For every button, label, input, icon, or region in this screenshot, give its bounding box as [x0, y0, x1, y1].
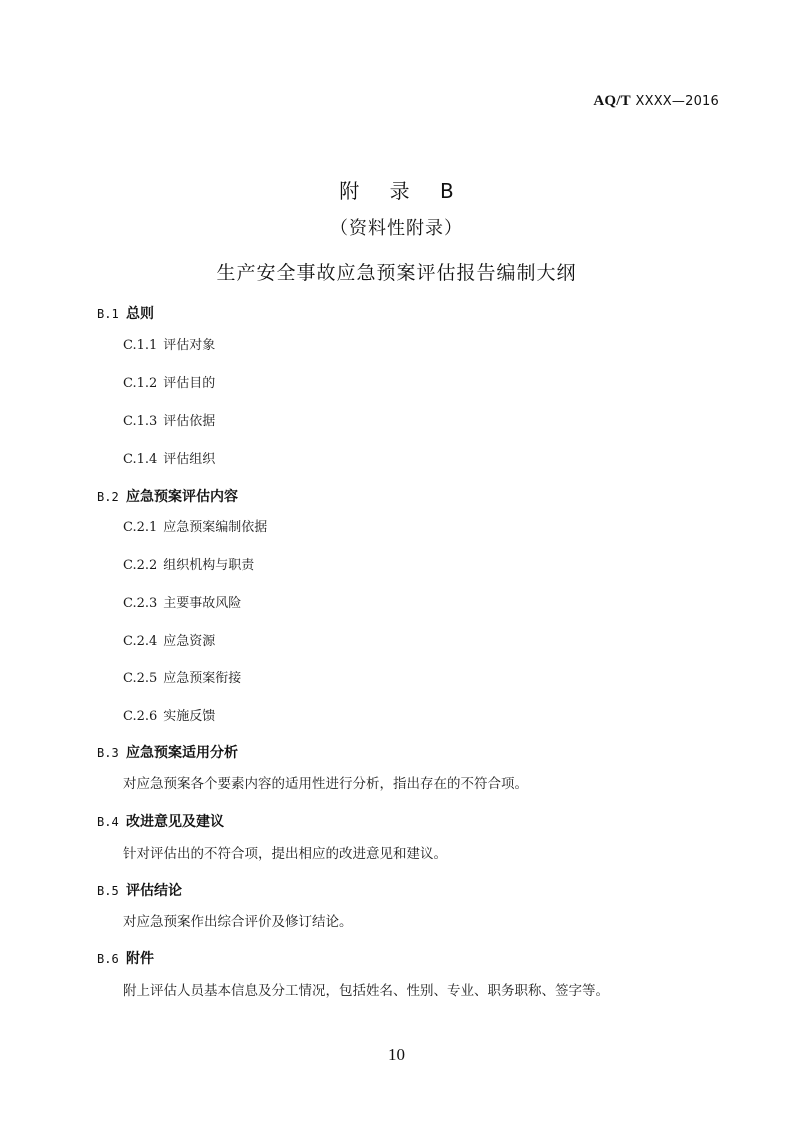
section-number: B.4 [97, 815, 119, 829]
section-heading-b6 [97, 948, 154, 968]
subsection-item [123, 667, 241, 686]
subsection-number: C.1.3 [123, 414, 158, 429]
subsection-label: 应急资源 [163, 634, 216, 649]
subsection-number: C.2.2 [123, 558, 158, 573]
section-heading-b4 [97, 811, 224, 831]
section-heading-b5 [97, 880, 182, 900]
subsection-label: 主要事故风险 [163, 596, 242, 611]
subsection-item [123, 592, 241, 611]
section-paragraph: 针对评估出的不符合项，提出相应的改进意见和建议。 [123, 846, 447, 862]
document-code-number: XXXX—2016 [635, 94, 719, 109]
subsection-item [123, 372, 215, 391]
subsection-number: C.1.4 [123, 452, 158, 467]
subsection-number: C.1.1 [123, 338, 158, 353]
subsection-number: C.2.3 [123, 596, 158, 611]
section-heading-b2 [97, 486, 238, 506]
subsection-number: C.2.5 [123, 671, 158, 686]
document-code [593, 93, 719, 110]
section-title: 应急预案评估内容 [126, 489, 238, 505]
section-paragraph: 对应急预案各个要素内容的适用性进行分析，指出存在的不符合项。 [123, 776, 528, 792]
section-heading-b1 [97, 303, 154, 323]
subsection-label: 评估目的 [163, 376, 216, 391]
document-code-prefix: AQ/T [593, 93, 631, 109]
subsection-item [123, 410, 215, 429]
subsection-item [123, 334, 215, 353]
subsection-item [123, 516, 267, 535]
subsection-label: 应急预案编制依据 [163, 520, 268, 535]
section-title: 附件 [126, 951, 154, 967]
section-title: 改进意见及建议 [126, 814, 224, 830]
section-paragraph: 对应急预案作出综合评价及修订结论。 [123, 914, 353, 930]
section-paragraph: 附上评估人员基本信息及分工情况，包括姓名、性别、专业、职务职称、签字等。 [123, 983, 609, 999]
appendix-nature: （资料性附录） [330, 218, 463, 239]
subsection-label: 评估依据 [163, 414, 216, 429]
subsection-number: C.2.6 [123, 709, 158, 724]
section-title: 评估结论 [126, 883, 182, 899]
subsection-number: C.1.2 [123, 376, 158, 391]
section-number: B.1 [97, 307, 119, 321]
page-number: 10 [388, 1045, 405, 1064]
subsection-number: C.2.1 [123, 520, 158, 535]
subsection-item [123, 630, 215, 649]
subsection-label: 实施反馈 [163, 709, 216, 724]
subsection-item [123, 448, 215, 467]
section-number: B.3 [97, 746, 119, 760]
section-heading-b3 [97, 742, 238, 762]
subsection-item [123, 705, 215, 724]
subsection-label: 应急预案衔接 [163, 671, 242, 686]
subsection-label: 组织机构与职责 [163, 558, 255, 573]
section-number: B.2 [97, 490, 119, 504]
subsection-number: C.2.4 [123, 634, 158, 649]
outline-title: 生产安全事故应急预案评估报告编制大纲 [216, 262, 577, 284]
appendix-title: 附 录 B [339, 179, 466, 203]
section-title: 应急预案适用分析 [126, 745, 238, 761]
subsection-item [123, 554, 254, 573]
subsection-label: 评估对象 [163, 338, 216, 353]
section-title: 总则 [126, 306, 154, 322]
section-number: B.6 [97, 952, 119, 966]
section-number: B.5 [97, 884, 119, 898]
subsection-label: 评估组织 [163, 452, 216, 467]
